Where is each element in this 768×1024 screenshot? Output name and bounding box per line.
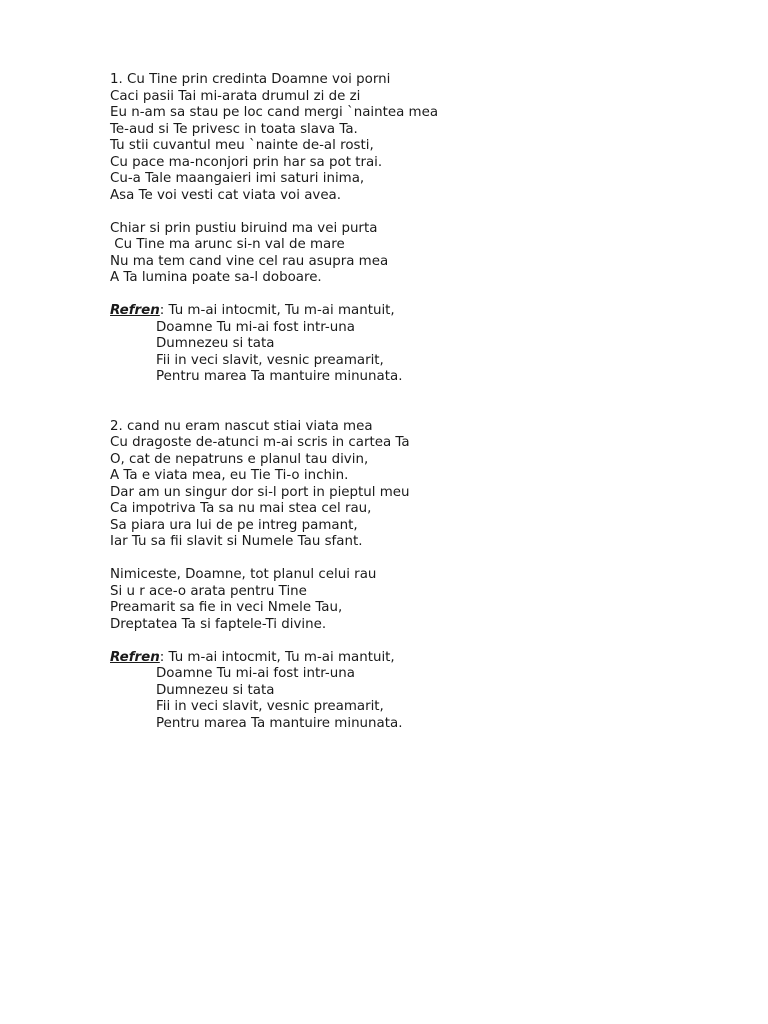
chorus-first-line [110, 303, 730, 320]
verse-line: Si u r ace-o arata pentru Tine [110, 583, 307, 599]
verse-line: 2. cand nu eram nascut stiai viata mea [110, 418, 373, 434]
chorus-line: Doamne Tu mi-ai fost intr-una [156, 319, 355, 335]
verse-line: A Ta e viata mea, eu Tie Ti-o inchin. [110, 468, 349, 483]
verse-2-continuation [110, 567, 730, 633]
verse-line: Nimiceste, Doamne, tot planul celui rau [110, 567, 377, 582]
stanza-spacer [110, 204, 730, 221]
chorus-1 [110, 303, 730, 386]
stanza-spacer [110, 287, 730, 304]
chorus-line: Dumnezeu si tata [156, 336, 275, 351]
stanza-spacer [110, 386, 730, 419]
verse-line: O, cat de nepatruns e planul tau divin, [110, 451, 369, 467]
verse-line: Caci pasii Tai mi-arata drumul zi de zi [110, 88, 361, 104]
verse-line: Cu Tine ma arunc si-n val de mare [110, 237, 345, 252]
verse-line: Sa piara ura lui de pe intreg pamant, [110, 517, 358, 533]
chorus-line: Pentru marea Ta mantuire minunata. [156, 715, 403, 731]
chorus-line: : Tu m-ai intocmit, Tu m-ai mantuit, [159, 649, 395, 665]
chorus-line: Pentru marea Ta mantuire minunata. [156, 369, 403, 384]
stanza-spacer [110, 551, 730, 568]
verse-line: Cu-a Tale maangaieri imi saturi inima, [110, 171, 365, 186]
verse-line: Dreptatea Ta si faptele-Ti divine. [110, 616, 327, 632]
verse-1 [110, 72, 730, 204]
chorus-line: Doamne Tu mi-ai fost intr-una [156, 666, 355, 681]
verse-line: 1. Cu Tine prin credinta Doamne voi porni [110, 72, 391, 87]
refren-label: Refren [110, 303, 160, 318]
chorus-line: : Tu m-ai intocmit, Tu m-ai mantuit, [159, 303, 395, 318]
chorus-2 [110, 650, 730, 733]
chorus-line: Dumnezeu si tata [156, 682, 275, 698]
verse-line: Te-aud si Te privesc in toata slava Ta. [110, 121, 358, 137]
verse-line: Iar Tu sa fii slavit si Numele Tau sfant. [110, 534, 363, 549]
verse-line: Chiar si prin pustiu biruind ma vei purta [110, 220, 378, 236]
verse-line: Ca impotriva Ta sa nu mai stea cel rau, [110, 501, 372, 516]
verse-line: Nu ma tem cand vine cel rau asupra mea [110, 253, 389, 269]
document-page [110, 72, 730, 732]
verse-line: Eu n-am sa stau pe loc cand mergi `naintea mea [110, 105, 439, 120]
stanza-spacer [110, 633, 730, 650]
refren-label: Refren [110, 649, 160, 665]
verse-line: Cu dragoste de-atunci m-ai scris in cartea Ta [110, 435, 410, 450]
chorus-line: Fii in veci slavit, vesnic preamarit, [156, 699, 384, 714]
verse-line: Preamarit sa fie in veci Nmele Tau, [110, 600, 343, 615]
verse-1-continuation [110, 221, 730, 287]
verse-line: Dar am un singur dor si-l port in pieptul meu [110, 484, 410, 500]
verse-2 [110, 419, 730, 551]
chorus-first-line [110, 650, 730, 667]
verse-line: A Ta lumina poate sa-l doboare. [110, 270, 322, 285]
verse-line: Cu pace ma-nconjori prin har sa pot trai. [110, 154, 383, 170]
verse-line: Asa Te voi vesti cat viata voi avea. [110, 187, 342, 203]
verse-line: Tu stii cuvantul meu `nainte de-al rosti, [110, 138, 374, 153]
chorus-line: Fii in veci slavit, vesnic preamarit, [156, 352, 384, 368]
